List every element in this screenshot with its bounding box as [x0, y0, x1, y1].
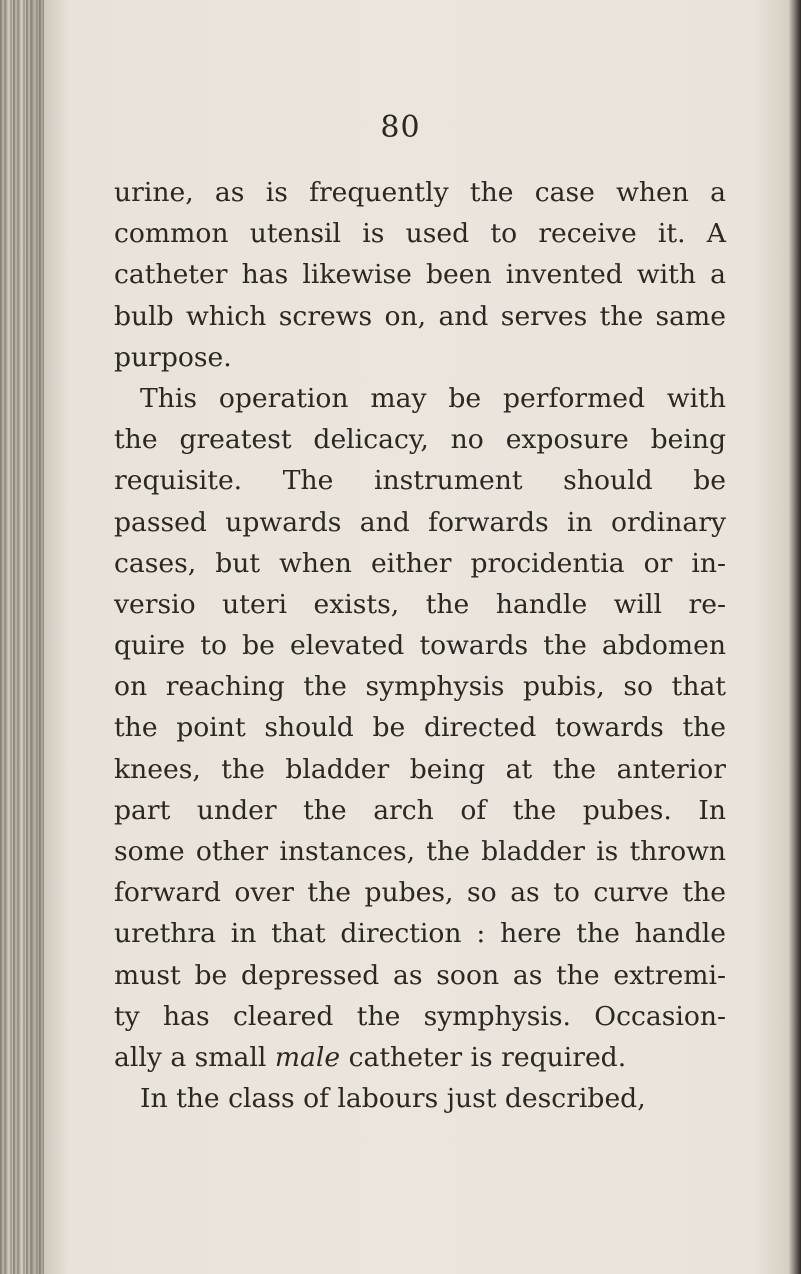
binding-shadow: [30, 0, 70, 1274]
text-line: common utensil is used to receive it. A: [114, 218, 726, 250]
text-line: some other instances, the bladder is thrown: [114, 836, 726, 867]
text-line: versio uteri exists, the handle will re-: [114, 588, 726, 620]
text-line: the greatest delicacy, no exposure being: [114, 424, 726, 456]
text-line: catheter has likewise been invented with a: [114, 259, 726, 291]
text-line: [114, 1037, 726, 1078]
text-line: urine, as is frequently the case when a: [114, 177, 726, 208]
page-right-edge: [789, 0, 801, 1274]
text-line: passed upwards and forwards in ordinary: [114, 506, 726, 538]
body-text: [114, 172, 726, 1119]
text-segment: catheter is required.: [340, 1041, 627, 1073]
paragraph-start-line: In the class of labours just described,: [140, 1083, 646, 1115]
text-line: ty has cleared the symphysis. Occasion-: [114, 1000, 726, 1032]
paragraph-start-line: This operation may be performed with: [140, 382, 726, 414]
text-line: urethra in that direction : here the handle: [114, 918, 726, 950]
text-line: cases, but when either procidentia or in-: [114, 547, 726, 579]
text-line: on reaching the symphysis pubis, so that: [114, 671, 726, 703]
text-line: requisite. The instrument should be: [114, 465, 726, 497]
text-line: knees, the bladder being at the anterior: [114, 753, 726, 785]
text-line: must be depressed as soon as the extremi-: [114, 959, 726, 991]
italic-word: male: [274, 1041, 341, 1073]
text-line: forward over the pubes, so as to curve the: [114, 877, 726, 909]
text-line: bulb which screws on, and serves the same: [114, 300, 726, 332]
text-line: part under the arch of the pubes. In: [114, 794, 726, 826]
text-line: quire to be elevated towards the abdomen: [114, 630, 726, 662]
page-number: 80: [380, 110, 421, 145]
text-line: the point should be directed towards the: [114, 712, 726, 744]
text-line: purpose.: [114, 341, 232, 373]
text-segment: ally a small: [114, 1041, 275, 1073]
